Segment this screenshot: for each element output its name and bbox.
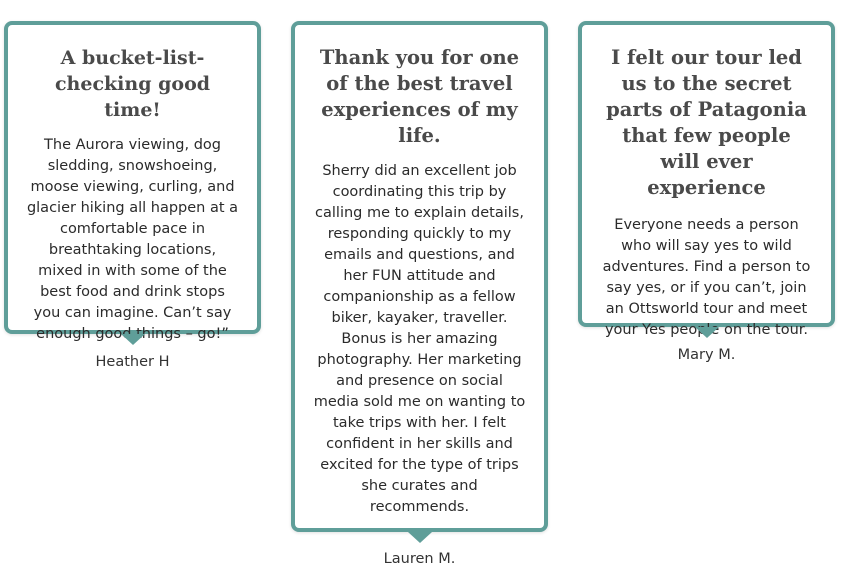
testimonial-author: Heather H: [95, 354, 170, 370]
testimonial-text: Everyone needs a person who will say yes to wild adventures. Find a person to say yes, or if you can’t, join an Ottsworld tour and meet your Yes people on the tour.: [602, 217, 811, 338]
testimonial-card: [4, 21, 261, 342]
testimonial-card: [578, 21, 835, 338]
testimonial-text: The Aurora viewing, dog sledding, snowshoeing, moose viewing, curling, and glacier hiking all happen at a comfortable pace in breathtaking locations, mixed in with some of the best food and drink stops you can imagine. Can’t say enough good things – go!”: [26, 137, 239, 342]
testimonial-card: [291, 21, 548, 532]
testimonial-title: A bucket-list-checking good time!: [54, 47, 211, 121]
testimonial-author: Mary M.: [677, 347, 736, 363]
testimonial-text: Sherry did an excellent job coordinating this trip by calling me to explain details, responding quickly to my emails and questions, and her FUN attitude and companionship as a fellow biker, kayaker, traveller. Bonus is her amazing photography. Her marketing and presence on social media sold me on wanting to take trips with her. I felt confident in her skills and excited for the type of trips she curates and recommends.: [313, 163, 526, 515]
testimonial-author: Lauren M.: [383, 551, 456, 567]
testimonial-title: I felt our tour led us to the secret parts of Patagonia that few people will ever experience: [606, 46, 807, 199]
testimonial-title: Thank you for one of the best travel experiences of my life.: [319, 46, 520, 147]
